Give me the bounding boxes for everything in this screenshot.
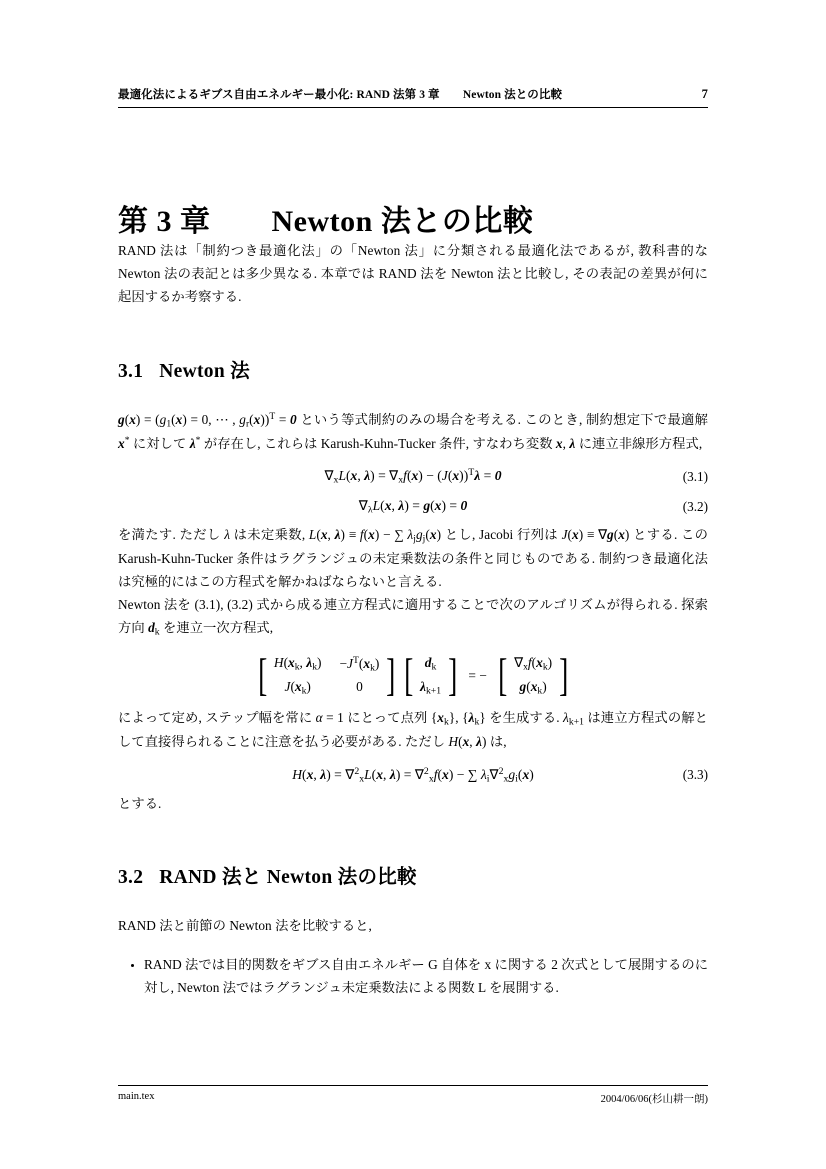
equation-3-3-body: H(x, λ) = ∇$^2_x$L(x, λ) = ∇$^2_x$f(x) − ∑ $\lambda_i\nabla^2_xg_i(x)$ xyxy=(292,765,534,785)
equation-3-2-number: (3.2) xyxy=(682,499,708,515)
matrix-cell-1-1: $H(x_k$, $\lambda_k$) xyxy=(273,654,322,673)
comparison-list xyxy=(118,954,708,1000)
footer-date-author: 2004/06/06(杉山耕一朗) xyxy=(600,1094,708,1105)
running-head-title: 最適化法によるギブス自由エネルギー最小化: RAND 法第 3 章 Newton 法との比較 xyxy=(118,89,563,101)
paragraph-3-2-1: RAND 法と前節の Newton 法を比較すると, xyxy=(118,918,372,934)
bracket-left-3: [ xyxy=(497,649,508,701)
page-number: 7 xyxy=(701,87,708,101)
vector-cell-1: $d_k$ xyxy=(424,655,437,673)
page-content xyxy=(118,86,708,1002)
matrix-cell-2-2: 0 xyxy=(356,679,363,695)
matrix-cell-1-2: $-J^T(x_k)$ xyxy=(339,654,380,674)
equation-3-1-number: (3.1) xyxy=(682,468,708,484)
equation-3-3-number: (3.3) xyxy=(682,767,708,783)
bracket-left-2: [ xyxy=(403,649,413,701)
paragraph-3-1-3: Newton 法を (3.1), (3.2) 式から成る連立方程式に適用することで次のアルゴリズムが得られる. 探索方向 $d_k$ を連立一次方程式, xyxy=(118,596,708,638)
footer-filename: main.tex xyxy=(118,1091,155,1102)
bracket-left-1: [ xyxy=(257,649,267,701)
rhs-cell-1: $\nabla_xf(x_k)$ xyxy=(514,655,553,673)
matrix-relation: = − xyxy=(468,667,487,683)
paragraph-3-1-1: $g(x) = (g_1(x) = 0$, ⋯ , $g_r(x))^T = 0$ という等式制約のみの場合を考える. このとき, 制約想定下で最適解 x* に対して λ* が存在し, これらは Karush-Kuhn-Tucker 条件, すなわち変数 x, λ に連立非線形方程式, xyxy=(118,410,708,451)
bracket-right-2: ] xyxy=(448,649,458,701)
equation-3-2-body: $\nabla_\lambda L(x$, λ) = g(x) = 0 xyxy=(358,498,468,516)
matrix-equation xyxy=(118,649,708,701)
matrix-cell-2-1: $J(x_k)$ xyxy=(284,679,311,697)
section-heading-3-2 xyxy=(118,861,708,889)
unknown-vector xyxy=(417,655,444,696)
vector-cell-2: $\lambda_{k+1}$ xyxy=(420,678,442,697)
section-title: Newton 法 xyxy=(159,360,250,382)
coefficient-matrix xyxy=(271,655,382,697)
equation-3-2 xyxy=(118,498,708,516)
rhs-cell-2: $g(x_k)$ xyxy=(519,678,547,697)
paragraph-3-1-4: によって定め, ステップ幅を常に α = 1 にとって点列 $\{x_k\}$, $\{\lambda_k\}$ を生成する. $\lambda_{k+1}$ は連立方程式の解として直接得られることに注意を払う必要がある. ただし H(x, λ) は, xyxy=(118,709,709,750)
running-head xyxy=(118,86,708,108)
page-footer xyxy=(118,1085,708,1106)
bracket-right-3: ] xyxy=(559,649,569,701)
chapter-title-text: 第 3 章 Newton 法との比較 xyxy=(118,205,534,238)
footer-rule xyxy=(118,1085,708,1086)
equation-3-1-body: $\nabla_xL(x$, $\lambda) = \nabla_xf(x) - (J(x))^T\lambda = 0$ xyxy=(324,467,502,487)
paragraph-3-1-5: とする. xyxy=(118,795,162,811)
section-heading-3-1 xyxy=(118,355,708,383)
section-number-3-2: 3.2 xyxy=(118,867,144,889)
paragraph-3-1-2: を満たす. ただし λ は未定乗数, L(x, λ) ≡ f(x) − ∑ $\lambda_jg_j(x)$ とし, Jacobi 行列は J(x) ≡ ∇g(x) とする. この Karush-Kuhn-Tucker 条件はラグランジュの未定乗数法の条件と同じものである. 制約つき最適化法は究極的にはこの方程式を解かねばならないと言える. xyxy=(118,526,708,589)
section-number: 3.1 xyxy=(118,360,144,382)
equation-3-3 xyxy=(118,766,708,785)
bracket-right-1: ] xyxy=(386,649,396,701)
section-title-3-2: RAND 法と Newton 法の比較 xyxy=(159,867,417,889)
list-item: • RAND 法では目的関数をギブス自由エネルギー G 自体を x に関する 2 次式として展開するのに対し, Newton 法ではラグランジュ未定乗数法による関数 L を展開する. xyxy=(144,954,708,1000)
equation-3-1 xyxy=(118,468,708,487)
intro-paragraph: RAND 法は「制約つき最適化法」の「Newton 法」に分類される最適化法であるが, 教科書的な Newton 法の表記とは多少異なる. 本章では RAND 法を Newton 法と比較し, その表記の差異が何に起因するか考察する. xyxy=(118,243,708,304)
chapter-title xyxy=(118,196,708,240)
rhs-vector xyxy=(511,655,555,696)
